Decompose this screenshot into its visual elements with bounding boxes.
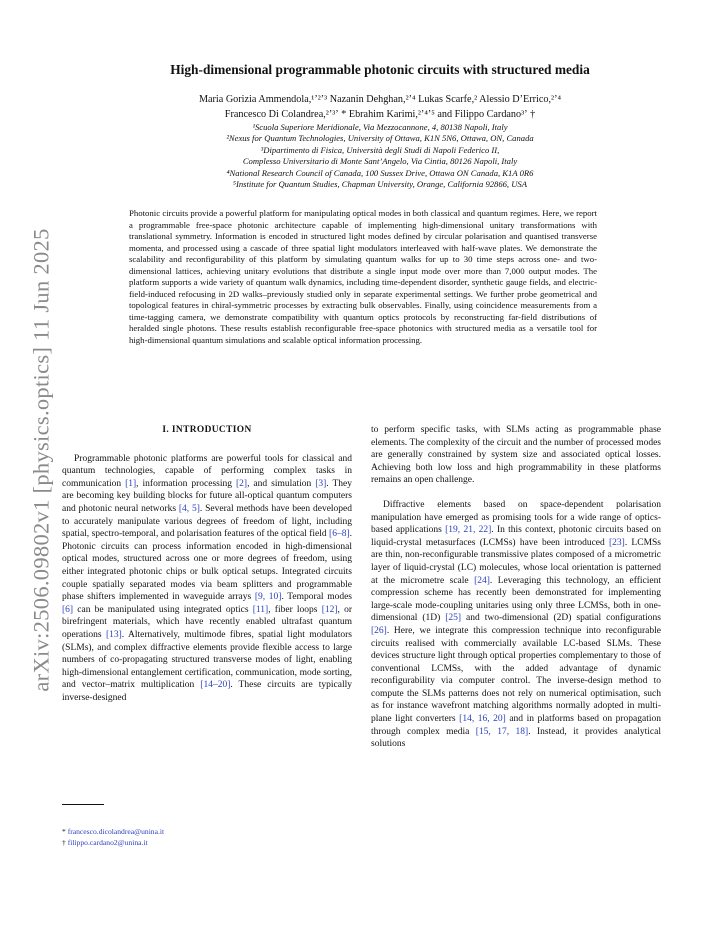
- citation-link[interactable]: [23]: [609, 537, 625, 548]
- affiliation-list: [80, 122, 680, 190]
- right-column: [371, 424, 661, 751]
- arxiv-watermark: [22, 230, 62, 690]
- citation-link[interactable]: [26]: [371, 625, 387, 636]
- affiliation: Complesso Universitario di Monte Sant’Angelo, Via Cintia, 80126 Napoli, Italy: [242, 156, 518, 167]
- author-line-1: Maria Gorizia Ammendola,¹ʼ²ʼ³ Nazanin Dehghan,²ʼ⁴ Lukas Scarfe,² Alessio D’Errico,²ʼ⁴: [198, 94, 562, 105]
- intro-paragraph-2: Diffractive elements based on space-dependent polarisation manipulation have emerged as promising tools for a wide range of optics-based applications [19, 21, 22]. In this context, photonic circuits based on liquid-crystal metasurfaces (LCMSs) have been introduced [23]. LCMSs are thin, non-reconfigurable transmissive plates composed of a micrometric layer of liquid-crystal (LC) molecules, whose local orientation is patterned at the micrometre scale [24]. Leveraging this technology, an efficient compression scheme has recently been demonstrated for implementing large-scale mode-coupling unitaries using only three LCMSs, both in one-dimensional (1D) [25] and two-dimensional (2D) spatial configurations [26]. Here, we integrate this compression technique into reconfigurable circuits realised with commercially available LC-based SLMs. These devices structure light through optical properties complementary to those of conventional LCMSs, with the added advantage of dynamic reconfigurability via computer control. The inverse-design method to compute the SLMs patterns does not rely on numerical optimisation, such as for instance wavefront matching algorithms normally adopted in multi-plane light converters [14, 16, 20] and in platforms based on propagation through complex media [15, 17, 18]. Instead, it provides analytical solutions: [371, 499, 662, 750]
- footnote-mark: *: [62, 827, 66, 836]
- citation-link[interactable]: [6]: [62, 604, 74, 615]
- citation-link[interactable]: [3]: [315, 478, 327, 489]
- citation-link[interactable]: [12]: [321, 604, 338, 615]
- citation-link[interactable]: [2]: [235, 478, 248, 489]
- left-column: [62, 424, 352, 704]
- footnote-mark: †: [62, 838, 66, 847]
- footnote-rule: [62, 804, 104, 805]
- citation-link[interactable]: [14, 16, 20]: [459, 714, 506, 725]
- citation-link[interactable]: [4, 5]: [178, 503, 200, 514]
- email-link[interactable]: filippo.cardano2@unina.it: [67, 838, 148, 847]
- email-link[interactable]: francesco.dicolandrea@unina.it: [67, 827, 165, 836]
- footnotes: [62, 826, 352, 848]
- citation-link[interactable]: [25]: [445, 613, 462, 624]
- citation-link[interactable]: [15, 17, 18]: [475, 726, 529, 737]
- intro-paragraph-1: Programmable photonic platforms are powerful tools for classical and quantum technologies, capable of performing complex tasks in communication [1], information processing [2], and simulation [3]. They are becoming key building blocks for future all-optical quantum computers and photonic neural networks [4, 5]. Several methods have been developed to accurately manipulate various degrees of freedom of light, including spatial, spectro-temporal, and polarisation features of the optical field [6–8]. Photonic circuits can process information encoded in high-dimensional optical modes, structured across one or more degrees of freedom, using either integrated photonic chips or bulk optical setups. Integrated circuits couple spatially separated modes via beam splitters and programmable phase shifters implemented in waveguide arrays [9, 10]. Temporal modes [6] can be manipulated using integrated optics [11], fiber loops [12], or birefringent materials, which have recently enabled ultrafast quantum operations [13]. Alternatively, multimode fibres, spatial light modulators (SLMs), and complex diffractive elements provide flexible access to large numbers of co-propagating structured transverse modes of light, enabling high-dimensional entanglement certification, communication, mode sorting, and vector–matrix multiplication [14–20]. These circuits are typically inverse-designed: [62, 453, 353, 703]
- arxiv-identifier: arXiv:2506.09802v1 [physics.optics] 11 Jun 2025: [29, 228, 55, 692]
- citation-link[interactable]: [19, 21, 22]: [445, 525, 492, 536]
- affiliation: ⁵Institute for Quantum Studies, Chapman University, Orange, California 92866, USA: [233, 179, 527, 190]
- citation-link[interactable]: [14–20]: [200, 680, 231, 691]
- citation-link[interactable]: [6–8]: [329, 529, 350, 540]
- affiliation: ³Dipartimento di Fisica, Università degli Studi di Napoli Federico II,: [260, 144, 500, 155]
- author-line-2: Francesco Di Colandrea,²ʼ³ʼ * Ebrahim Karimi,²ʼ⁴ʼ⁵ and Filippo Cardano³ʼ †: [224, 109, 536, 120]
- abstract: Photonic circuits provide a powerful platform for manipulating optical modes in both classical and quantum regimes. Here, we report a programmable free-space photonic architecture capable of implementing high-dimensional unitary transformations with translational symmetry. Information is encoded in structured light modes defined by circular polarisation and quantised transverse momenta, and processed using a cascade of three spatial light modulators interleaved with half-wave plates. We demonstrate the scalability and reconfigurability of this platform by simulating quantum walks for up to 30 time steps across one- and two-dimensional lattices, achieving unitary evolutions that distribute a single input mode over more than 7,000 output modes. The platform supports a wide variety of quantum walk dynamics, including time-dependent disorder, synthetic gauge fields, and electric-field-induced refocusing in 2D walks–previously studied only in separate experimental settings. We further probe geometrical and topological features in chiral-symmetric processes by extracting bulk observables. Finally, using coincidence measurements from a time-tagging camera, we demonstrate compatibility with quantum optics protocols by reconstructing far-field distributions of heralded single photons. These results establish reconfigurable free-space photonics with structured media as a versatile tool for high-dimensional quantum simulations and scalable optical information processing.: [129, 208, 597, 346]
- citation-link[interactable]: [1]: [125, 478, 137, 489]
- citation-link[interactable]: [11]: [252, 604, 269, 615]
- affiliation: ⁴National Research Council of Canada, 100 Sussex Drive, Ottawa ON Canada, K1A 0R6: [226, 167, 534, 178]
- footnote-corresponding-2: [62, 837, 352, 848]
- paragraph-gap: [371, 487, 661, 499]
- author-list: [80, 92, 680, 122]
- section-heading-introduction: I. INTRODUCTION: [162, 425, 252, 435]
- footnote-corresponding-1: [62, 826, 352, 837]
- citation-link[interactable]: [9, 10]: [254, 592, 282, 603]
- intro-paragraph-1-continued: to perform specific tasks, with SLMs acting as programmable phase elements. The complexity of the circuit and the number of processed modes are generally constrained by system size and associated optical losses. Achieving both low loss and high programmability in these platforms remains an open challenge.: [371, 425, 661, 486]
- citation-link[interactable]: [24]: [474, 575, 490, 586]
- affiliation: ²Nexus for Quantum Technologies, University of Ottawa, K1N 5N6, Ottawa, ON, Canada: [226, 133, 534, 144]
- paper-title: High-dimensional programmable photonic circuits with structured media: [170, 62, 590, 77]
- affiliation: ¹Scuola Superiore Meridionale, Via Mezzocannone, 4, 80138 Napoli, Italy: [252, 122, 508, 132]
- citation-link[interactable]: [13]: [105, 629, 122, 640]
